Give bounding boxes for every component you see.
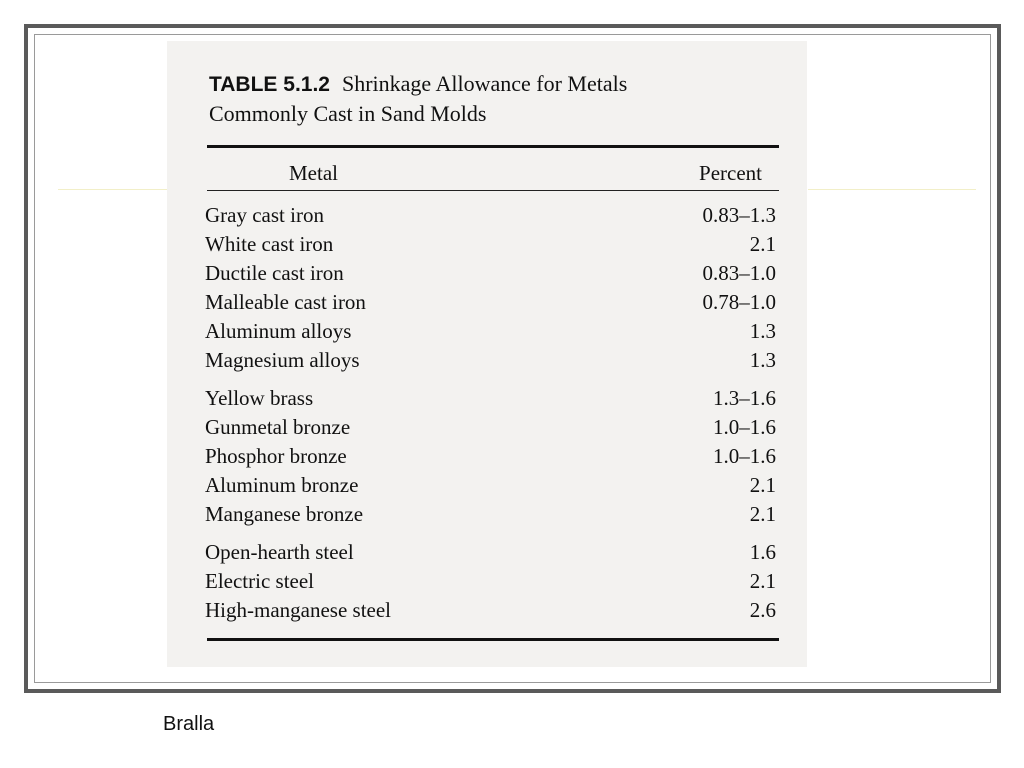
column-header-metal: Metal — [289, 161, 338, 185]
table-row — [205, 288, 778, 317]
table-row — [205, 317, 778, 346]
table-row — [205, 413, 778, 442]
cell-percent: 0.78–1.0 — [702, 290, 776, 314]
bottom-rule — [207, 638, 779, 641]
table-row — [205, 500, 778, 529]
table-title — [209, 69, 769, 128]
cell-metal: White cast iron — [205, 232, 334, 256]
header-rule — [207, 190, 779, 191]
cell-metal: Gray cast iron — [205, 203, 324, 227]
table-body — [205, 201, 778, 634]
cell-metal: Yellow brass — [205, 386, 314, 410]
scanned-table-image — [167, 41, 807, 667]
cell-metal: Malleable cast iron — [205, 290, 366, 314]
table-row — [205, 230, 778, 259]
table-label: TABLE 5.1.2 — [209, 73, 330, 96]
row-group — [205, 201, 778, 375]
cell-metal: Manganese bronze — [205, 502, 364, 526]
table-row — [205, 596, 778, 625]
row-group — [205, 384, 778, 529]
table-title-line1: Shrinkage Allowance for Metals — [341, 71, 628, 96]
guide-line-right — [808, 189, 976, 190]
cell-metal: Open-hearth steel — [205, 540, 354, 564]
source-caption: Bralla — [163, 713, 215, 735]
table-row — [205, 346, 778, 375]
cell-metal: High-manganese steel — [205, 598, 392, 622]
cell-metal: Aluminum alloys — [205, 319, 352, 343]
top-rule — [207, 145, 779, 148]
row-group — [205, 538, 778, 625]
table-row — [205, 201, 778, 230]
cell-percent: 2.1 — [749, 232, 776, 256]
cell-metal: Electric steel — [205, 569, 315, 593]
table-row — [205, 471, 778, 500]
table-row — [205, 538, 778, 567]
cell-metal: Magnesium alloys — [205, 348, 360, 372]
table-row — [205, 567, 778, 596]
slide-frame — [24, 24, 1001, 693]
cell-percent: 1.3 — [749, 319, 776, 343]
column-header-percent: Percent — [699, 161, 762, 185]
cell-percent: 1.0–1.6 — [713, 444, 776, 468]
cell-percent: 1.6 — [749, 540, 776, 564]
cell-metal: Aluminum bronze — [205, 473, 359, 497]
cell-percent: 1.3 — [749, 348, 776, 372]
table-title-line2: Commonly Cast in Sand Molds — [209, 101, 487, 126]
table-row — [205, 442, 778, 471]
cell-percent: 1.3–1.6 — [713, 386, 776, 410]
cell-percent: 0.83–1.0 — [702, 261, 776, 285]
cell-percent: 0.83–1.3 — [702, 203, 776, 227]
cell-metal: Ductile cast iron — [205, 261, 344, 285]
cell-percent: 2.1 — [749, 569, 776, 593]
guide-line-left — [58, 189, 170, 190]
table-row — [205, 384, 778, 413]
cell-percent: 1.0–1.6 — [713, 415, 776, 439]
cell-metal: Phosphor bronze — [205, 444, 347, 468]
cell-percent: 2.1 — [749, 473, 776, 497]
table-row — [205, 259, 778, 288]
cell-percent: 2.1 — [749, 502, 776, 526]
cell-metal: Gunmetal bronze — [205, 415, 351, 439]
cell-percent: 2.6 — [749, 598, 776, 622]
